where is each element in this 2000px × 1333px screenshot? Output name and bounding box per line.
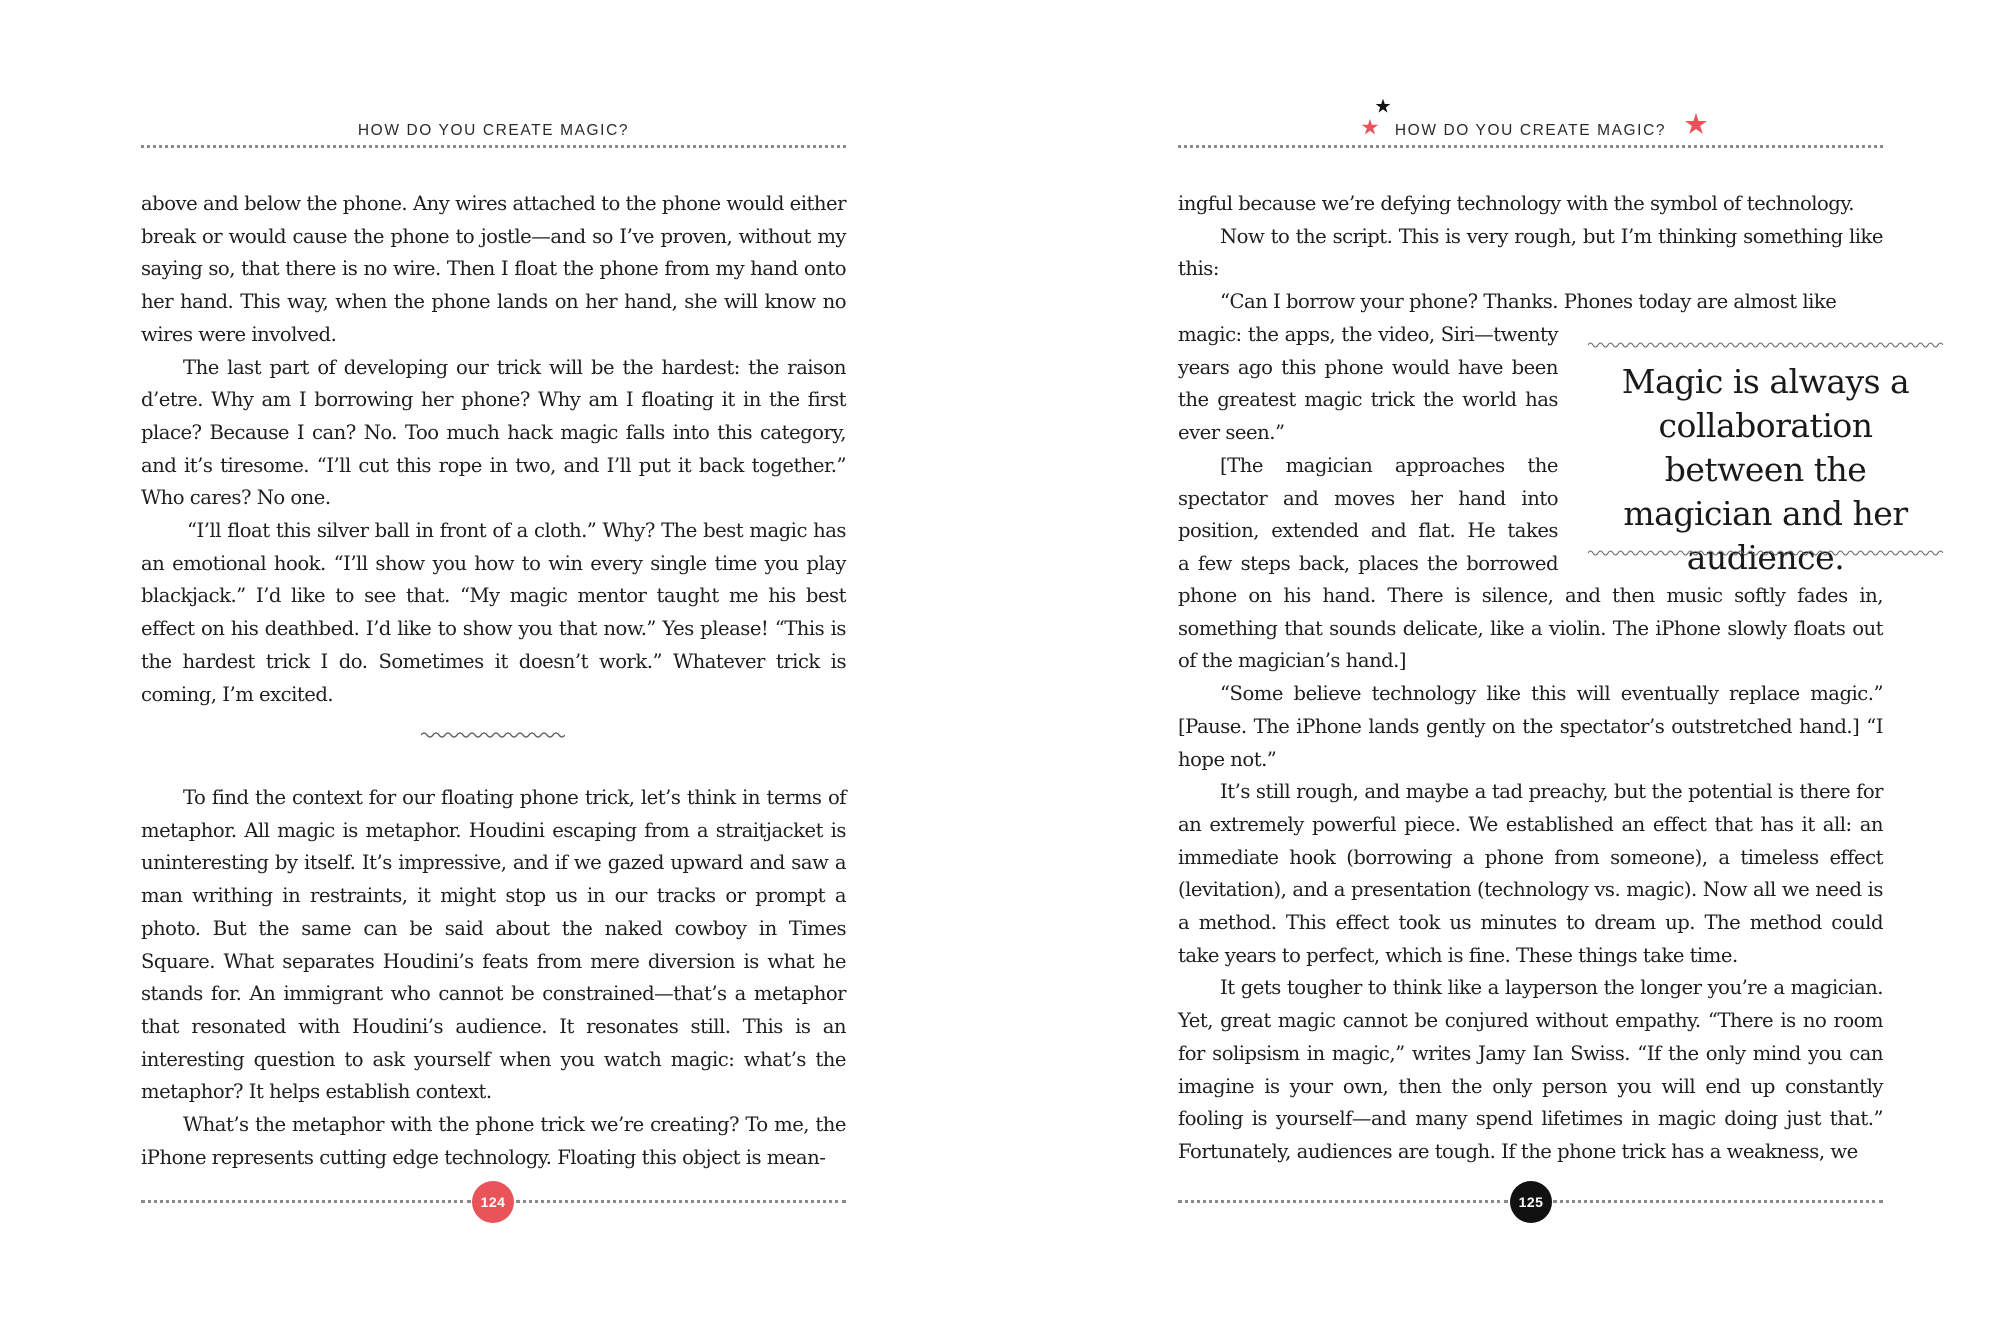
header-dotted-rule [1178,145,1883,148]
paragraph: above and below the phone. Any wires attached to the phone would either break or would cause the phone to jostle—and so I’ve proven, without my saying so, that there is no wire. Then I float the phone from my hand onto her hand. This way, when the phone lands on her hand, she will know no wires were involved. [141,192,846,346]
page-number-badge: 124 [472,1181,514,1223]
wrap-line: ever seen.” [1178,421,1285,445]
right-body-text-bottom [1178,580,1883,1169]
pull-quote-top-squiggle [1588,340,1943,350]
running-head-left: HOW DO YOU CREATE MAGIC? [357,122,630,139]
wrap-line: years ago this phone would have been [1178,355,1558,379]
paragraph: What’s the metaphor with the phone trick we’re creating? To me, the iPhone represents cutting edge technology. Floating this object is mean- [141,1113,846,1169]
header-dotted-rule [141,145,846,148]
paragraph: ingful because we’re defying technology with the symbol of technology. [1178,192,1855,215]
paragraph: Now to the script. This is very rough, but I’m thinking something like this: [1178,224,1883,281]
wrap-line: position, extended and flat. He takes [1178,519,1558,543]
wrap-line: spectator and moves her hand into [1178,486,1558,510]
running-head-wrap [1395,122,1666,140]
wrap-line: a few steps back, places the borrowed [1178,551,1558,575]
left-body-text [141,188,846,711]
left-page [141,0,846,1333]
wrap-line: magic: the apps, the video, Siri—twenty [1178,323,1558,346]
paragraph: “Can I borrow your phone? Thanks. Phones today are almost like [1220,290,1837,314]
right-wrap-column [1178,319,1558,581]
section-break-squiggle [421,730,565,740]
left-body-text-2 [141,782,846,1174]
paragraph: It gets tougher to think like a layperson the longer you’re a magician. Yet, great magic cannot be conjured without empathy. “There is no room for solipsism in magic,” writes Jamy Ian Swiss. “If the only mind you can imagine is your own, then the only person you will end up constantly fooling is yourself—and many spend lifetimes in magic doing just that.” Fortunately, audiences are tough. If the phone trick has a weakness, we [1178,976,1883,1163]
red-star-icon [1361,118,1379,136]
footer-dotted-rule [516,1200,846,1203]
paragraph: To find the context for our floating phone trick, let’s think in terms of metaphor. All magic is metaphor. Houdini escaping from a straitjacket is uninteresting by itself. It’s impressive, and if we gazed upward and saw a man writhing in restraints, it might stop us in our tracks or prompt a photo. But the same can be said about the naked cowboy in Times Square. What separates Houdini’s feats from mere diversion is what he stands for. An immigrant who cannot be constrained—that’s a metaphor that resonated with Houdini’s audience. It resonates still. This is an interesting question to ask yourself when you watch magic: what’s the metaphor? It helps establish context. [141,786,846,1104]
running-head-text: HOW DO YOU CREATE MAGIC? [1394,122,1667,139]
paragraph: “Some believe technology like this will eventually replace magic.” [Pause. The iPhone lands gently on the spectator’s outstretched hand.] “I hope not.” [1178,682,1883,771]
wrap-line: [The magician approaches the [1220,453,1558,477]
black-star-icon [1375,98,1391,114]
paragraph: phone on his hand. There is silence, and then music softly fades in, something that sounds delicate, like a violin. The iPhone slowly floats out of the magician’s hand.] [1178,584,1883,673]
pull-quote [1588,340,1943,577]
right-body-text-top [1178,188,1883,319]
wrap-line: the greatest magic trick the world has [1178,388,1558,412]
running-head-right [1178,122,1883,140]
footer-dotted-rule [1178,1200,1508,1203]
right-page [1178,0,1910,1333]
pull-quote-bottom-squiggle [1588,548,1943,558]
pull-quote-text: Magic is always a collaboration between the magician and her audience. [1621,362,1910,577]
paragraph: “I’ll float this silver ball in front of a cloth.” Why? The best magic has an emotional hook. “I’ll show you how to win every single time you play blackjack.” I’d like to see that. “My magic mentor taught me his best effect on his deathbed. I’d like to show you that now.” Yes please! “This is the hardest trick I do. Sometimes it doesn’t work.” Whatever trick is coming, I’m excited. [141,519,846,706]
paragraph: The last part of developing our trick will be the hardest: the raison d’etre. Why am I borrowing her phone? Why am I floating it in the first place? Because I can? No. Too much hack magic falls into this category, and it’s tiresome. “I’ll cut this rope in two, and I’ll put it back together.” Who cares? No one. [141,355,846,510]
red-star-icon [1684,112,1708,136]
footer-dotted-rule [1553,1200,1883,1203]
paragraph: It’s still rough, and maybe a tad preachy, but the potential is there for an extremely powerful piece. We established an effect that has it all: an immediate hook (borrowing a phone from someone), a timeless effect (levitation), and a presentation (technology vs. magic). Now all we need is a method. This effect took us minutes to dream up. The method could take years to perfect, which is fine. These things take time. [1178,780,1883,967]
footer-dotted-rule [141,1200,471,1203]
page-number-badge: 125 [1510,1181,1552,1223]
